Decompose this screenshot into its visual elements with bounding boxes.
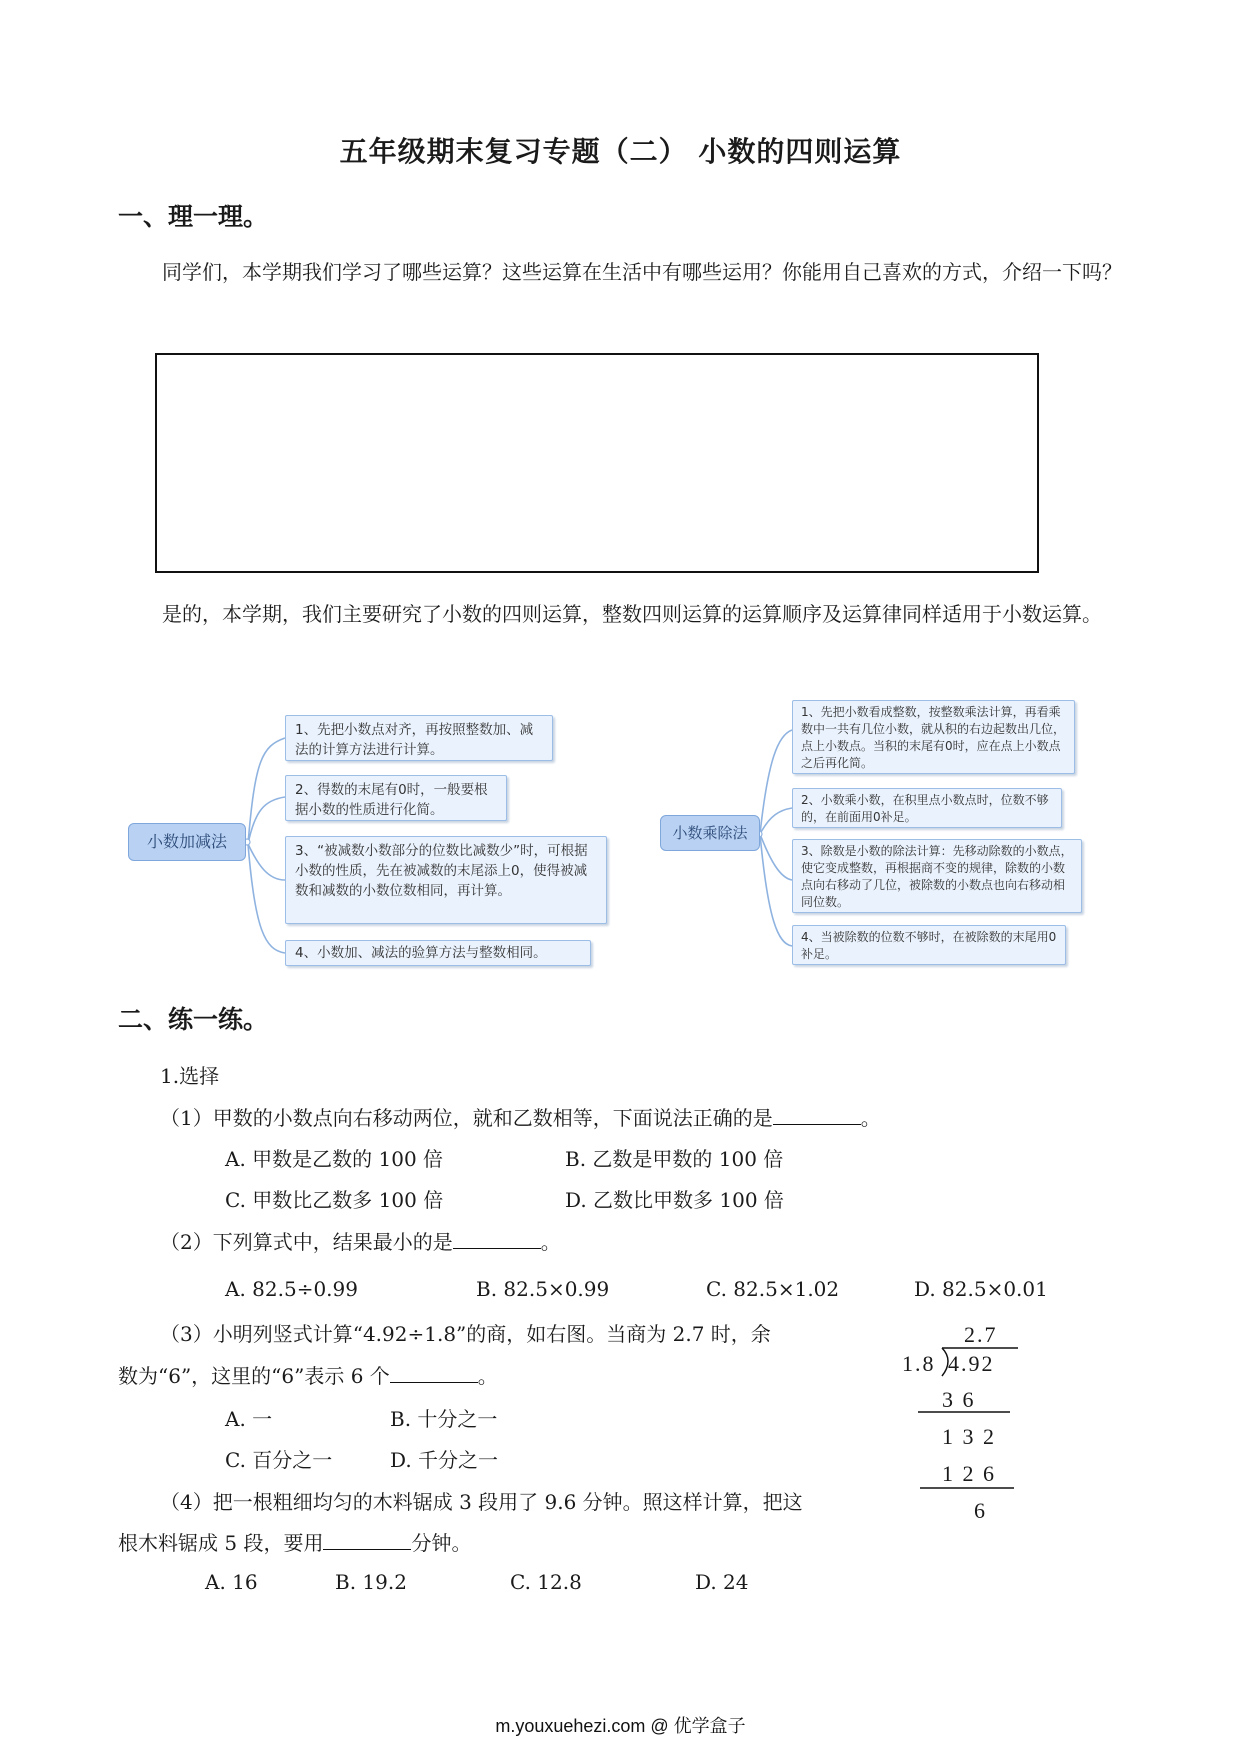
question-3-line1: （3）小明列竖式计算“4.92÷1.8”的商，如右图。当商为 2.7 时，余: [160, 1322, 771, 1346]
question-2: [160, 1226, 561, 1255]
long-division-dividend: 4.92: [948, 1351, 995, 1376]
section1-summary: 是的，本学期，我们主要研究了小数的四则运算，整数四则运算的运算顺序及运算律同样适用于小数运算。: [162, 602, 1102, 626]
question-4-line2: [118, 1527, 471, 1556]
q1-option-c[interactable]: C. 甲数比乙数多 100 倍: [225, 1188, 444, 1212]
q3-option-d[interactable]: D. 千分之一: [390, 1448, 499, 1472]
mindmap-right-node-1: 1、先把小数看成整数，按整数乘法计算，再看乘数中一共有几位小数，就从积的右边起数出几位，点上小数点。当积的末尾有0时，应在点上小数点之后再化简。: [792, 700, 1075, 774]
question-4-line1: （4）把一根粗细均匀的木料锯成 3 段用了 9.6 分钟。照这样计算，把这: [160, 1490, 803, 1514]
long-division-remainder: 6: [974, 1498, 987, 1523]
long-division-step1: 3 6: [942, 1387, 976, 1412]
page-title: 五年级期末复习专题（二） 小数的四则运算: [339, 135, 902, 168]
question-4-stem2: 根木料锯成 5 段，要用: [118, 1531, 324, 1555]
q4-option-c[interactable]: C. 12.8: [510, 1570, 582, 1594]
choice-subheading: 1.选择: [160, 1064, 220, 1088]
question-1: [160, 1102, 881, 1131]
mindmap-right-node-4: 4、当被除数的位数不够时，在被除数的末尾用0补足。: [792, 925, 1066, 965]
question-2-stem: （2）下列算式中，结果最小的是: [160, 1230, 453, 1254]
question-1-blank[interactable]: [773, 1106, 861, 1125]
q1-option-b[interactable]: B. 乙数是甲数的 100 倍: [565, 1147, 784, 1171]
question-2-end: 。: [540, 1230, 561, 1254]
question-1-end: 。: [860, 1106, 881, 1130]
long-division-lines: [900, 1318, 1030, 1528]
question-1-stem: （1）甲数的小数点向右移动两位，就和乙数相等，下面说法正确的是: [160, 1106, 773, 1130]
q4-option-d[interactable]: D. 24: [695, 1570, 749, 1594]
question-4-blank[interactable]: [323, 1531, 411, 1550]
footer-source[interactable]: m.youxuehezi.com @ 优学盒子: [495, 1716, 746, 1736]
question-3-end: 。: [477, 1364, 498, 1388]
question-2-blank[interactable]: [453, 1230, 541, 1249]
question-4-end: 分钟。: [411, 1531, 472, 1555]
q3-option-c[interactable]: C. 百分之一: [225, 1448, 333, 1472]
q2-option-d[interactable]: D. 82.5×0.01: [914, 1277, 1048, 1301]
long-division-figure: [900, 1318, 1030, 1528]
mindmap-right-node-3: 3、除数是小数的除法计算：先移动除数的小数点，使它变成整数，再根据商不变的规律，除数的小数点向右移动了几位，被除数的小数点也向右移动相同位数。: [792, 839, 1082, 913]
long-division-step2: 1 3 2: [942, 1424, 996, 1449]
q3-option-b[interactable]: B. 十分之一: [390, 1407, 498, 1431]
long-division-step3: 1 2 6: [942, 1461, 996, 1486]
question-3-line2: [118, 1360, 498, 1389]
section1-heading: 一、理一理。: [118, 202, 269, 231]
mindmap-left-node-4: 4、小数加、减法的验算方法与整数相同。: [285, 940, 591, 966]
mindmap-right-node-2: 2、小数乘小数，在积里点小数点时，位数不够的，在前面用0补足。: [792, 788, 1062, 828]
question-3-blank[interactable]: [390, 1364, 478, 1383]
q4-option-b[interactable]: B. 19.2: [335, 1570, 407, 1594]
section1-intro: 同学们，本学期我们学习了哪些运算？这些运算在生活中有哪些运用？你能用自己喜欢的方式，介绍一下吗？: [162, 260, 1122, 284]
question-3-stem2: 数为“6”，这里的“6”表示 6 个: [118, 1364, 390, 1388]
mindmap-left-node-3: 3、“被减数小数部分的位数比减数少”时，可根据小数的性质，先在被减数的末尾添上0，使得被减数和减数的小数位数相同，再计算。: [285, 836, 607, 924]
long-division-divisor: 1.8: [902, 1351, 936, 1376]
q2-option-b[interactable]: B. 82.5×0.99: [476, 1277, 610, 1301]
q1-option-a[interactable]: A. 甲数是乙数的 100 倍: [225, 1147, 444, 1171]
q2-option-a[interactable]: A. 82.5÷0.99: [225, 1277, 358, 1301]
q2-option-c[interactable]: C. 82.5×1.02: [706, 1277, 840, 1301]
q4-option-a[interactable]: A. 16: [205, 1570, 258, 1594]
mindmap-left-node-2: 2、得数的末尾有0时，一般要根据小数的性质进行化简。: [285, 775, 507, 821]
mindmap-left-root: 小数加减法: [128, 823, 246, 861]
long-division-quotient: 2.7: [964, 1322, 998, 1347]
q3-option-a[interactable]: A. 一: [225, 1407, 273, 1431]
q1-option-d[interactable]: D. 乙数比甲数多 100 倍: [565, 1188, 784, 1212]
mindmap-right-root: 小数乘除法: [660, 815, 760, 851]
section2-heading: 二、练一练。: [118, 1005, 269, 1034]
mindmap-left-node-1: 1、先把小数点对齐，再按照整数加、减法的计算方法进行计算。: [285, 715, 553, 761]
